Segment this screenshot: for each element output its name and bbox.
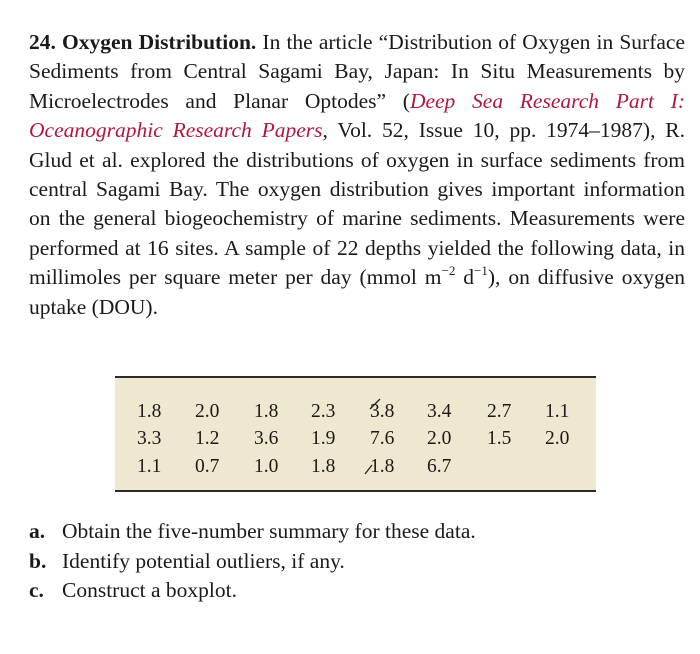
value-text: 1.8 [370, 455, 395, 477]
table-cell: 2.0 [545, 428, 570, 450]
question-item [29, 517, 476, 547]
question-item [29, 547, 476, 577]
table-row [137, 426, 585, 454]
table-cell: 1.0 [254, 455, 279, 477]
problem-title: Oxygen Distribution. [62, 30, 257, 54]
table-cell [487, 453, 545, 481]
question-letter: a. [29, 519, 46, 543]
table-row [137, 398, 585, 426]
problem-text-end: ), on diffusive oxygen uptake (DOU). [29, 265, 686, 319]
question-item [29, 576, 476, 606]
table-cell: 1.8 [254, 400, 279, 422]
table-cell: 3.4 [427, 400, 452, 422]
value-text: 3.8 [370, 400, 395, 422]
question-text: Identify potential outliers, if any. [62, 548, 345, 573]
table-cell: 1.8 [311, 455, 336, 477]
problem-text-intro: In the article “Distribution of Oxygen in Surface Sediments from Central Sagami Bay, Japan: In Situ Measurements by Microelectrodes and Planar Optodes” ( [29, 30, 685, 113]
table-cell: 7.6 [370, 428, 395, 450]
table-cell: 3.6 [254, 428, 279, 450]
question-list [29, 517, 476, 606]
problem-statement [29, 28, 685, 322]
annotated-value [370, 456, 394, 478]
annotated-value [370, 401, 394, 423]
table-cell: 1.5 [487, 428, 512, 450]
question-letter: c. [29, 578, 44, 602]
unit-exponent-d: −1 [474, 263, 488, 279]
table-cell: 0.7 [195, 455, 220, 477]
table-cell [370, 398, 427, 426]
table-cell: 1.2 [195, 428, 220, 450]
table-cell: 2.0 [195, 400, 220, 422]
unit-exponent-m: −2 [441, 263, 456, 279]
table-cell: 1.1 [137, 455, 162, 477]
journal-name: Deep Sea Research Part I: Oceanographic Research Papers [29, 88, 685, 143]
data-table [137, 398, 585, 481]
question-text: Construct a boxplot. [62, 578, 237, 602]
table-cell: 3.3 [137, 428, 162, 450]
table-cell: 2.3 [311, 400, 336, 422]
problem-number: 24. [29, 30, 56, 54]
question-letter: b. [29, 548, 47, 573]
unit-text-d: d [455, 265, 475, 290]
table-cell: 1.9 [311, 428, 336, 450]
table-cell: 2.0 [427, 428, 452, 450]
table-cell: 6.7 [427, 455, 452, 477]
problem-text-body: , Vol. 52, Issue 10, pp. 1974–1987), R. Glud et al. explored the distributions of oxygen in surface sediments from central Sagami Bay. The oxygen distribution gives important information on the general biogeochemistry of marine sediments. Measurements were performed at 16 sites. A sample of 22 depths yielded the following data, in millimoles per square meter per day (mmol m [29, 118, 685, 290]
table-cell [545, 453, 585, 481]
table-row [137, 453, 585, 481]
table-cell: 1.1 [545, 400, 570, 422]
table-cell: 1.8 [137, 400, 162, 422]
question-text: Obtain the five-number summary for these data. [62, 519, 476, 543]
table-cell: 2.7 [487, 400, 512, 422]
data-table-box [115, 376, 596, 492]
table-cell [370, 453, 427, 481]
